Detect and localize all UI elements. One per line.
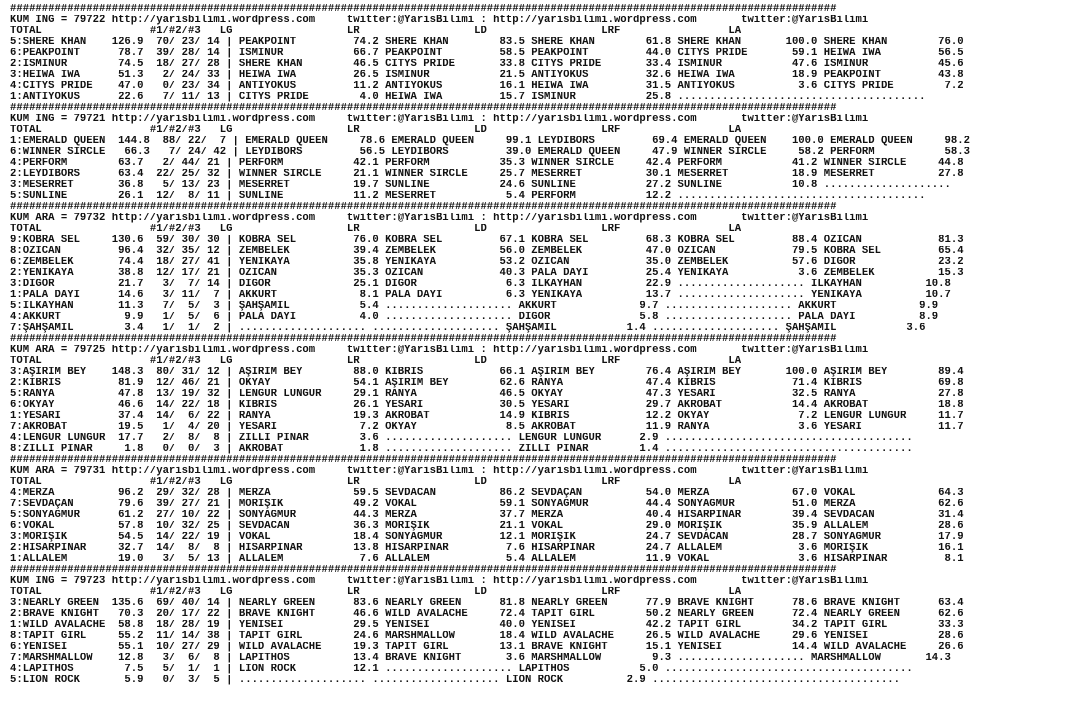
table-row: 2:İSMİNUR 74.5 18/ 27/ 28 | SHERE KHAN 46.5 CITYS PRIDE 33.8 CITYS PRIDE 33.4 İSMİNUR 47.6 İSMİNUR 45.6: [10, 59, 964, 70]
table-row: 8:OZİCAN 96.4 32/ 35/ 12 | ZEMBELEK 39.4 ZEMBELEK 56.0 ZEMBELEK 47.0 OZİCAN 79.5 KOBRA SEL 65.4: [10, 246, 964, 257]
table-row: 4:AKKURT 9.9 1/ 5/ 6 | PALA DAYI 4.0 .................... DİGOR 5.8 .................... PALA DAYI 8.9: [10, 312, 939, 323]
race-block: [10, 334, 1077, 455]
separator-line: ##################################################################################################################################: [10, 202, 837, 213]
separator-line: ##################################################################################################################################: [10, 455, 837, 466]
column-header: TOTAL #1/#2/#3 LG LR LD LRF LA: [10, 224, 742, 235]
race-header: KUM ARA = 79725 http://yarisbilimi.wordpress.com twitter:@YarisBilimi : http://yarisbilimi.wordpress.com twitter:@YarisBilimi: [10, 345, 869, 356]
column-header: TOTAL #1/#2/#3 LG LR LD LRF LA: [10, 356, 742, 367]
table-row: 6:PEAKPOINT 78.7 39/ 28/ 14 | İSMİNUR 66.7 PEAKPOINT 58.5 PEAKPOINT 44.0 CITYS PRIDE 59.1 HEIWA IWA 56.5: [10, 48, 964, 59]
table-row: 5:SUNLINE 26.1 12/ 8/ 11 | SUNLINE 11.2 MESERRET 5.4 PERFORM 12.2 .......................................: [10, 191, 926, 202]
table-row: 7:ŞAHŞAMİL 3.4 1/ 1/ 2 | .................... .................... ŞAHŞAMİL 1.4 .................... ŞAHŞAMİL 3.6: [10, 323, 926, 334]
table-row: 3:DİGOR 21.7 3/ 7/ 14 | DİGOR 25.1 DİGOR 6.3 İLKAYHAN 22.9 .................... İLKAYHAN 10.8: [10, 279, 951, 290]
table-row: 1:ANTIYOKUS 22.6 7/ 11/ 13 | CITYS PRIDE 4.0 HEIWA IWA 15.7 İSMİNUR 25.8 .......................................: [10, 92, 926, 103]
table-row: 2:HİSARPINAR 32.7 14/ 8/ 8 | HİSARPINAR 13.8 HİSARPINAR 7.6 HİSARPINAR 24.7 ALLALEM 3.6 MORİŞIK 16.1: [10, 543, 964, 554]
table-row: 8:TAPIT GIRL 55.2 11/ 14/ 38 | TAPIT GIRL 24.6 MARSHMALLOW 18.4 WILD AVALACHE 26.5 WILD AVALACHE 29.6 YENİSEİ 28.6: [10, 631, 964, 642]
column-header: TOTAL #1/#2/#3 LG LR LD LRF LA: [10, 125, 742, 136]
table-row: 2:BRAVE KNIGHT 70.3 20/ 17/ 22 | BRAVE KNIGHT 46.6 WILD AVALACHE 72.4 TAPIT GIRL 50.2 NEARLY GREEN 72.4 NEARLY GREEN 62.6: [10, 609, 964, 620]
table-row: 7:MARSHMALLOW 12.8 3/ 6/ 8 | LAPITHOS 13.4 BRAVE KNIGHT 3.6 MARSHMALLOW 9.3 .................... MARSHMALLOW 14.3: [10, 653, 951, 664]
table-row: 8:ZİLLİ PINAR 1.8 0/ 0/ 3 | AKROBAT 1.8 .................... ZİLLİ PINAR 1.4 .......................................: [10, 444, 913, 455]
table-row: 3:MORİŞIK 54.5 14/ 22/ 19 | VOKAL 18.4 SONYAĞMUR 12.1 MORİŞIK 24.7 SEVDACAN 28.7 SONYAĞMUR 17.9: [10, 532, 964, 543]
table-row: 9:KOBRA SEL 130.6 59/ 30/ 30 | KOBRA SEL 76.0 KOBRA SEL 67.1 KOBRA SEL 68.3 KOBRA SEL 88.4 OZİCAN 81.3: [10, 235, 964, 246]
table-row: 4:CITYS PRIDE 47.0 0/ 23/ 34 | ANTIYOKUS 11.2 ANTIYOKUS 16.1 HEIWA IWA 31.5 ANTIYOKUS 3.6 CITYS PRIDE 7.2: [10, 81, 964, 92]
race-header: KUM ING = 79722 http://yarisbilimi.wordpress.com twitter:@YarisBilimi : http://yarisbilimi.wordpress.com twitter:@YarisBilimi: [10, 15, 869, 26]
table-row: 5:LION ROCK 5.9 0/ 3/ 5 | .................... .................... LION ROCK 2.9 .......................................: [10, 675, 901, 686]
race-report: [10, 4, 1077, 686]
table-row: 1:YESARİ 37.4 14/ 6/ 22 | RANYA 19.3 AKROBAT 14.9 KIBRIS 12.2 OKYAY 7.2 LENGÜR LÜNGÜR 11.7: [10, 411, 964, 422]
race-block: [10, 455, 1077, 565]
table-row: 6:OKYAY 46.6 14/ 22/ 18 | KIBRIS 26.1 YESARİ 30.5 YESARİ 29.7 AKROBAT 14.4 AKROBAT 18.8: [10, 400, 964, 411]
table-row: 6:VOKAL 57.8 10/ 32/ 25 | SEVDACAN 36.3 MORİŞIK 21.1 VOKAL 29.0 MORİŞIK 35.9 ALLALEM 28.6: [10, 521, 964, 532]
table-row: 4:MERZA 96.2 29/ 32/ 28 | MERZA 59.5 SEVDACAN 86.2 SEVDAÇAN 54.0 MERZA 67.0 VOKAL 64.3: [10, 488, 964, 499]
separator-line: ##################################################################################################################################: [10, 4, 837, 15]
table-row: 2:KIBRIS 81.9 12/ 46/ 21 | OKYAY 54.1 AŞIRIM BEY 62.6 RANYA 47.4 KIBRIS 71.4 KIBRIS 69.8: [10, 378, 964, 389]
separator-line: ##################################################################################################################################: [10, 565, 837, 576]
table-row: 3:HEIWA IWA 51.3 2/ 24/ 33 | HEIWA IWA 26.5 İSMİNUR 21.5 ANTIYOKUS 32.6 HEIWA IWA 18.9 PEAKPOINT 43.8: [10, 70, 964, 81]
table-row: 1:PALA DAYI 14.6 3/ 11/ 7 | AKKURT 8.1 PALA DAYI 6.3 YENİKAYA 13.7 .................... YENİKAYA 10.7: [10, 290, 951, 301]
table-row: 1:WILD AVALACHE 58.8 18/ 28/ 19 | YENİSEİ 29.5 YENİSEİ 40.0 YENİSEİ 42.2 TAPIT GIRL 34.2 TAPIT GIRL 33.3: [10, 620, 964, 631]
table-row: 4:LAPITHOS 7.5 5/ 1/ 1 | LION ROCK 12.1 .................... LAPITHOS 5.0 .......................................: [10, 664, 913, 675]
table-row: 3:AŞIRIM BEY 148.3 80/ 31/ 12 | AŞIRIM BEY 88.0 KIBRIS 66.1 AŞIRIM BEY 76.4 AŞIRIM BEY 100.0 AŞIRIM BEY 89.4: [10, 367, 964, 378]
separator-line: ##################################################################################################################################: [10, 334, 837, 345]
race-header: KUM ARA = 79732 http://yarisbilimi.wordpress.com twitter:@YarisBilimi : http://yarisbilimi.wordpress.com twitter:@YarisBilimi: [10, 213, 869, 224]
table-row: 2:YENİKAYA 38.8 12/ 17/ 21 | OZİCAN 35.3 OZİCAN 40.3 PALA DAYI 25.4 YENİKAYA 3.6 ZEMBELEK 15.3: [10, 268, 964, 279]
race-block: [10, 4, 1077, 103]
table-row: 3:MESERRET 36.8 5/ 13/ 23 | MESERRET 19.7 SUNLINE 24.6 SUNLINE 27.2 SUNLINE 10.8 ....................: [10, 180, 951, 191]
table-row: 5:SHERE KHAN 126.9 70/ 23/ 14 | PEAKPOINT 74.2 SHERE KHAN 83.5 SHERE KHAN 61.8 SHERE KHAN 100.0 SHERE KHAN 76.0: [10, 37, 964, 48]
table-row: 5:İLKAYHAN 11.3 7/ 5/ 3 | ŞAHŞAMİL 5.4 .................... AKKURT 9.7 .................... AKKURT 9.9: [10, 301, 939, 312]
race-block: [10, 103, 1077, 202]
table-row: 6:YENİSEİ 55.1 10/ 27/ 29 | WILD AVALACHE 19.3 TAPIT GIRL 13.1 BRAVE KNIGHT 15.1 YENİSEİ 14.4 WILD AVALACHE 26.6: [10, 642, 964, 653]
race-header: KUM ARA = 79731 http://yarisbilimi.wordpress.com twitter:@YarisBilimi : http://yarisbilimi.wordpress.com twitter:@YarisBilimi: [10, 466, 869, 477]
column-header: TOTAL #1/#2/#3 LG LR LD LRF LA: [10, 587, 742, 598]
race-block: [10, 202, 1077, 334]
table-row: 5:RANYA 47.8 13/ 19/ 32 | LENGÜR LÜNGÜR 29.1 RANYA 46.5 OKYAY 47.3 YESARİ 32.5 RANYA 27.8: [10, 389, 964, 400]
column-header: TOTAL #1/#2/#3 LG LR LD LRF LA: [10, 477, 742, 488]
race-block: [10, 565, 1077, 686]
column-header: TOTAL #1/#2/#3 LG LR LD LRF LA: [10, 26, 742, 37]
table-row: 7:AKROBAT 19.5 1/ 4/ 20 | YESARİ 7.2 OKYAY 8.5 AKROBAT 11.9 RANYA 3.6 YESARİ 11.7: [10, 422, 964, 433]
table-row: 4:LENGÜR LÜNGÜR 17.7 2/ 8/ 8 | ZİLLİ PINAR 3.6 .................... LENGÜR LÜNGÜR 2.9 .......................................: [10, 433, 913, 444]
table-row: 3:NEARLY GREEN 135.6 69/ 40/ 14 | NEARLY GREEN 83.6 NEARLY GREEN 81.8 NEARLY GREEN 77.9 BRAVE KNIGHT 78.6 BRAVE KNIGHT 63.4: [10, 598, 964, 609]
race-header: KUM ING = 79721 http://yarisbilimi.wordpress.com twitter:@YarisBilimi : http://yarisbilimi.wordpress.com twitter:@YarisBilimi: [10, 114, 869, 125]
table-row: 7:SEVDAÇAN 79.6 39/ 27/ 21 | MORİŞIK 49.2 VOKAL 59.1 SONYAĞMUR 44.4 SONYAĞMUR 51.0 MERZA 62.6: [10, 499, 964, 510]
table-row: 1:EMERALD QUEEN 144.8 88/ 22/ 7 | EMERALD QUEEN 78.6 EMERALD QUEEN 99.1 LEYDİBORS 69.4 EMERALD QUEEN 100.0 EMERALD QUEEN 98.2: [10, 136, 970, 147]
table-row: 1:ALLALEM 19.0 3/ 5/ 13 | ALLALEM 7.6 ALLALEM 5.4 ALLALEM 11.9 VOKAL 3.6 HİSARPINAR 8.1: [10, 554, 964, 565]
table-row: 5:SONYAĞMUR 61.2 27/ 10/ 22 | SONYAĞMUR 44.3 MERZA 37.7 MERZA 40.4 HİSARPINAR 39.4 SEVDACAN 31.4: [10, 510, 964, 521]
separator-line: ##################################################################################################################################: [10, 103, 837, 114]
table-row: 6:ZEMBELEK 74.4 18/ 27/ 41 | YENİKAYA 35.8 YENİKAYA 53.2 OZİCAN 35.0 ZEMBELEK 57.6 DİGOR 23.2: [10, 257, 964, 268]
race-header: KUM ING = 79723 http://yarisbilimi.wordpress.com twitter:@YarisBilimi : http://yarisbilimi.wordpress.com twitter:@YarisBilimi: [10, 576, 869, 587]
table-row: 4:PERFORM 63.7 2/ 44/ 21 | PERFORM 42.1 PERFORM 35.3 WINNER SIRCLE 42.4 PERFORM 41.2 WINNER SIRCLE 44.8: [10, 158, 964, 169]
table-row: 2:LEYDİBORS 63.4 22/ 25/ 32 | WINNER SIRCLE 21.1 WINNER SIRCLE 25.7 MESERRET 30.1 MESERRET 18.9 MESERRET 27.8: [10, 169, 964, 180]
table-row: 6:WINNER SIRCLE 66.3 7/ 24/ 42 | LEYDİBORS 56.5 LEYDİBORS 39.0 EMERALD QUEEN 47.9 WINNER SIRCLE 58.2 PERFORM 58.3: [10, 147, 970, 158]
